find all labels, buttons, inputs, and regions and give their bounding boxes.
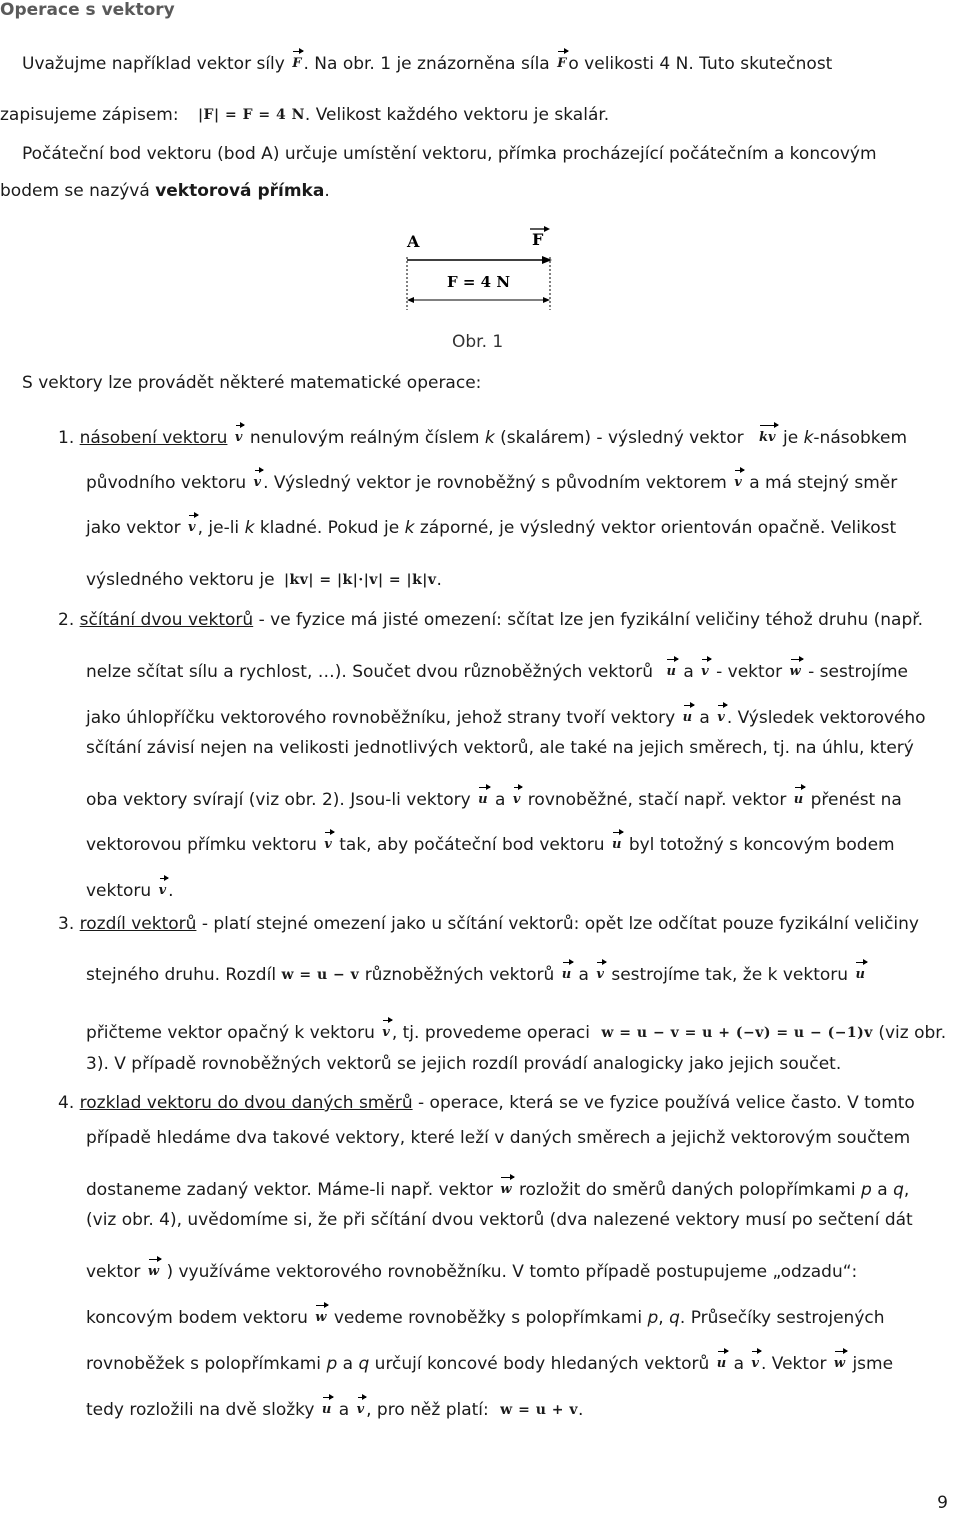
vector-symbol-v: v [734, 467, 742, 489]
vector-symbol-F: F [292, 48, 301, 70]
text: sestrojíme tak, že k vektoru [611, 965, 849, 985]
text: . [168, 881, 174, 901]
vector-symbol-v: v [382, 1017, 390, 1039]
var-k: k [803, 428, 814, 448]
intro-line-3: Počáteční bod vektoru (bod A) určuje umístění vektoru, přímka procházející počátečním a koncovým [22, 144, 877, 164]
var-k: k [244, 518, 255, 538]
list-number: 1. [58, 428, 75, 448]
vector-symbol-v: v [159, 875, 167, 897]
formula-decomposition: w = u + v [500, 1402, 578, 1418]
text: , je-li [197, 518, 240, 538]
vector-symbol-v: v [254, 467, 262, 489]
text: - vektor [716, 662, 783, 682]
vector-symbol-u: u [717, 1348, 726, 1370]
item-1-heading: násobení vektoru [79, 428, 228, 448]
text: . Vektor [760, 1354, 827, 1374]
text: a má stejný směr [749, 473, 898, 493]
text: stejného druhu. Rozdíl [86, 965, 277, 985]
vector-symbol-v: v [324, 829, 332, 851]
item-4-heading: rozklad vektoru do dvou daných směrů [79, 1093, 413, 1113]
vector-symbol-v: v [188, 512, 196, 534]
item-1-line-4 [86, 570, 442, 590]
vector-symbol-u: u [855, 959, 864, 981]
list-number: 4. [58, 1093, 75, 1113]
text: a [683, 662, 694, 682]
item-3-heading: rozdíl vektorů [79, 914, 197, 934]
text: a [877, 1180, 888, 1200]
lead-text: S vektory lze provádět některé matematické operace: [22, 373, 482, 393]
text: . Výsledek vektorového [726, 708, 926, 728]
vector-symbol-v: v [235, 422, 243, 444]
text: . [436, 570, 442, 590]
text: . Velikost každého vektoru je skalár. [304, 105, 610, 125]
text: . Výsledný vektor je rovnoběžný s původním vektorem [263, 473, 727, 493]
text: (viz obr. [878, 1023, 947, 1043]
text: různoběžných vektorů [364, 965, 555, 985]
text: vektor [86, 1262, 141, 1282]
var-k: k [404, 518, 415, 538]
item-2-line-7 [86, 875, 174, 901]
var-p: p [861, 1180, 872, 1200]
text: a [495, 790, 506, 810]
formula-opposite-vector: w = u − v = u + (−v) = u − (−1)v [601, 1025, 873, 1041]
formula-scalar-multiple: |kv| = |k|·|v| = |k|v [283, 572, 437, 588]
text: přenést na [810, 790, 902, 810]
intro-line-1 [22, 48, 832, 74]
text: a [338, 1400, 350, 1420]
vector-symbol-v: v [596, 959, 604, 981]
figure-1-caption: Obr. 1 [452, 332, 504, 352]
item-3-line-2 [86, 959, 867, 985]
item-4-line-1 [58, 1093, 915, 1113]
figure-1-label-a: A [407, 232, 420, 251]
text: přičteme vektor opačný k vektoru [86, 1023, 375, 1043]
vector-symbol-u: u [322, 1394, 331, 1416]
text: jsme [852, 1354, 894, 1374]
item-4-line-4: (viz obr. 4), uvědomíme si, že při sčítání dvou vektorů (dva nalezené vektory musí po sečtení dát [86, 1210, 913, 1230]
intro-line-4 [0, 181, 330, 201]
var-k: k [484, 428, 495, 448]
text: (skalárem) - výsledný vektor [500, 428, 744, 448]
text: - platí stejné omezení jako u sčítání vektorů: opět lze odčítat pouze fyzikální veličiny [201, 914, 919, 934]
item-4-line-5 [86, 1256, 857, 1282]
var-q: q [893, 1180, 904, 1200]
vector-symbol-u: u [666, 656, 675, 678]
item-3-line-1 [58, 914, 919, 934]
item-2-heading: sčítání dvou vektorů [79, 610, 254, 630]
item-1-line-3 [86, 512, 896, 538]
text: výsledného vektoru je [86, 570, 275, 590]
text: Uvažujme například vektor síly [22, 54, 285, 74]
item-4-line-7 [86, 1348, 893, 1374]
text: koncovým bodem vektoru [86, 1308, 308, 1328]
var-q: q [669, 1308, 680, 1328]
text: . [324, 181, 330, 201]
text: dostaneme zadaný vektor. Máme-li např. vektor [86, 1180, 493, 1200]
text: . [578, 1400, 584, 1420]
text: určují koncové body hledaných vektorů [374, 1354, 710, 1374]
text: vektorovou přímku vektoru [86, 835, 317, 855]
vector-symbol-w: w [315, 1302, 326, 1324]
text: a [699, 708, 710, 728]
text: záporné, je výsledný vektor orientován opačně. Velikost [419, 518, 897, 538]
vector-symbol-u: u [683, 702, 692, 724]
item-4-line-6: koncovým bodem vektoru w vedeme rovnoběžky s polopřímkami p, q. Průsečíky sestrojených [86, 1302, 885, 1328]
vector-symbol-u: u [562, 959, 571, 981]
item-2-line-5 [86, 784, 902, 810]
item-2-line-4: sčítání závisí nejen na velikosti jednotlivých vektorů, ale také na jejich směrech, tj. na úhlu, který [86, 738, 914, 758]
vector-symbol-v: v [357, 1394, 365, 1416]
text: je [782, 428, 799, 448]
text: o velikosti 4 N. Tuto skutečnost [568, 54, 833, 74]
formula-difference: w = u − v [281, 967, 360, 983]
text: bodem se nazývá [0, 181, 150, 201]
vector-symbol-kv: kv [759, 422, 776, 444]
var-q: q [358, 1354, 370, 1374]
term-vector-line: vektorová přímka [155, 181, 325, 201]
text: . Průsečíky sestrojených [679, 1308, 885, 1328]
list-number: 2. [58, 610, 75, 630]
vector-symbol-v: v [751, 1348, 759, 1370]
text: - sestrojíme [808, 662, 908, 682]
text: nenulovým reálným číslem [249, 428, 480, 448]
vector-symbol-u: u [612, 829, 621, 851]
text: a [733, 1354, 744, 1374]
vector-symbol-u: u [478, 784, 487, 806]
text: oba vektory svírají (viz obr. 2). Jsou-li vektory [86, 790, 471, 810]
vector-symbol-w: w [834, 1348, 845, 1370]
text: jako vektor [86, 518, 181, 538]
item-1-line-1 [58, 422, 907, 448]
item-2-line-6 [86, 829, 895, 855]
vector-symbol-u: u [794, 784, 803, 806]
list-number: 3. [58, 914, 75, 934]
item-3-line-3 [86, 1017, 946, 1043]
text: . Na obr. 1 je znázorněna síla [303, 54, 550, 74]
text: rovnoběžek s polopřímkami [86, 1354, 322, 1374]
figure-1-label-mid: F = 4 N [447, 273, 511, 291]
figure-1-label-f: F [532, 230, 544, 249]
figure-1 [395, 225, 565, 315]
item-4-line-8 [86, 1394, 583, 1420]
item-4-line-3: dostaneme zadaný vektor. Máme-li např. vektor w rozložit do směrů daných polopřímkami p a q, [86, 1174, 909, 1200]
text: - ve fyzice má jisté omezení: sčítat lze jen fyzikální veličiny téhož druhu (např. [258, 610, 924, 630]
text: kladné. Pokud je [259, 518, 400, 538]
intro-line-2 [0, 105, 609, 125]
text: tak, aby počáteční bod vektoru [339, 835, 605, 855]
text: rozložit do směrů daných polopřímkami [519, 1180, 856, 1200]
vector-symbol-w: w [500, 1174, 511, 1196]
text: původního vektoru [86, 473, 247, 493]
text: a [578, 965, 589, 985]
text: zapisujeme zápisem: [0, 105, 179, 125]
vector-symbol-v: v [513, 784, 521, 806]
var-p: p [326, 1354, 338, 1374]
text: vektoru [86, 881, 152, 901]
text: jako úhlopříčku vektorového rovnoběžníku, jehož strany tvoří vektory [86, 708, 676, 728]
vector-symbol-v: v [701, 656, 709, 678]
text: nelze sčítat sílu a rychlost, …). Součet dvou různoběžných vektorů [86, 662, 654, 682]
item-2-line-3 [86, 702, 926, 728]
text: a [342, 1354, 354, 1374]
text: rovnoběžné, stačí např. vektor [527, 790, 787, 810]
vector-symbol-v: v [717, 702, 725, 724]
item-4-line-2: případě hledáme dva takové vektory, které leží v daných směrech a jejichž vektorovým součtem [86, 1128, 911, 1148]
item-2-line-1 [58, 610, 923, 630]
text: byl totožný s koncovým bodem [628, 835, 895, 855]
formula-force-magnitude: |F| = F = 4 N [197, 107, 305, 123]
text: -násobkem [813, 428, 908, 448]
vector-symbol-w: w [790, 656, 801, 678]
text: , tj. provedeme operaci [391, 1023, 590, 1043]
page-number: 9 [937, 1493, 948, 1513]
text: - operace, která se ve fyzice používá velice často. V tomto [418, 1093, 915, 1113]
item-1-line-2 [86, 467, 897, 493]
item-2-line-2 [86, 656, 908, 682]
text: tedy rozložili na dvě složky [86, 1400, 315, 1420]
item-3-line-4: 3). V případě rovnoběžných vektorů se jejich rozdíl provádí analogicky jako jejich součet. [86, 1054, 842, 1074]
text: ) využíváme vektorového rovnoběžníku. V tomto případě postupujeme „odzadu“: [166, 1262, 858, 1282]
section-title: Operace s vektory [0, 0, 175, 20]
vector-symbol-F: F [557, 48, 566, 70]
text: vedeme rovnoběžky s polopřímkami [333, 1308, 643, 1328]
text: , pro něž platí: [366, 1400, 489, 1420]
vector-symbol-w: w [148, 1256, 159, 1278]
var-p: p [647, 1308, 659, 1328]
figure-1-drawing [395, 225, 565, 315]
